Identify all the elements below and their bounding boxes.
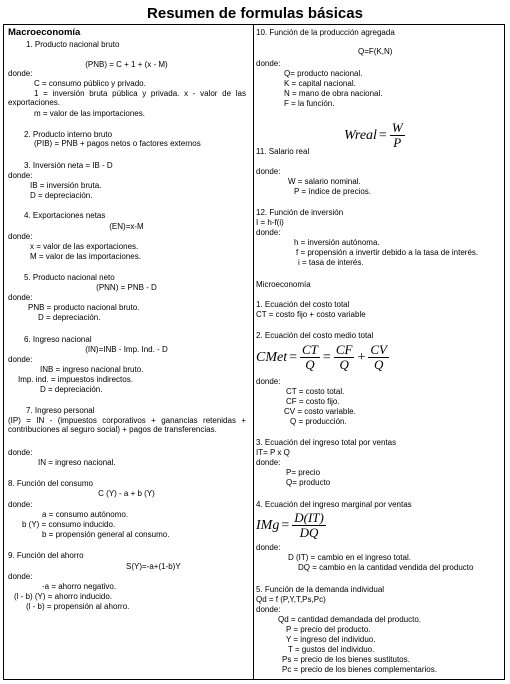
where-label: donde: [256, 59, 281, 68]
exp-var-m: M = valor de las importaciones. [30, 252, 141, 261]
prod-var-k: K = capital nacional. [284, 79, 356, 88]
section-microeconomia: Microeconomía [256, 280, 311, 289]
sal-var-p: P = índice de precios. [294, 187, 372, 196]
ct-formula: CT = costo fijo + costo variable [256, 310, 366, 319]
dem-var-pc: Pc = precio de los bienes complementarios. [282, 665, 437, 674]
ip-var-in: IN = ingreso nacional. [38, 458, 116, 467]
where-label: donde: [256, 458, 281, 467]
pnb-formula: (PNB) = C + 1 + (x - M) [85, 60, 168, 69]
in-formula: (IN)=INB - Imp. Ind. - D [85, 345, 168, 354]
cmet-fraction-total [300, 343, 320, 372]
img-var-dq: DQ = cambio en la cantidad vendida del producto [298, 563, 474, 572]
where-label: donde: [8, 69, 33, 78]
section-macroeconomia: Macroeconomía [8, 27, 81, 38]
prod-heading: 10. Función de la producción agregada [256, 28, 395, 37]
cm-heading: 2. Ecuación del costo medio total [256, 331, 374, 340]
where-label: donde: [8, 293, 33, 302]
pnn-heading: 5. Producto nacional neto [24, 273, 115, 282]
wreal-equation [344, 121, 406, 150]
finv-var-f: f = propensión a invertir debido a la tasa de interés. [296, 248, 479, 257]
prod-var-f: F = la función. [284, 99, 335, 108]
ah-var-propension: (l - b) = propensión al ahorro. [26, 602, 130, 611]
wreal-fraction [390, 121, 405, 150]
cons-var-a: a = consumo autónomo. [42, 510, 129, 519]
pnb-var-c: C = consumo público y privado. [34, 79, 146, 88]
inv-var-d: D = depreciación. [30, 191, 93, 200]
img-var-dit: D (IT) = cambio en el ingreso total. [288, 553, 411, 562]
equals-sign: = [378, 127, 387, 143]
dem-var-ps: Ps = precio de los bienes sustitutos. [282, 655, 410, 664]
it-formula: IT= P x Q [256, 448, 290, 457]
numerator-cf: CF [335, 342, 353, 357]
inv-heading: 3. Inversión neta = IB - D [24, 161, 113, 170]
denominator-q: Q [373, 357, 384, 372]
cons-formula: C (Y) - a + b (Y) [98, 489, 155, 498]
column-divider [253, 25, 254, 679]
dem-var-qd: Qd = cantidad demandada del producto. [278, 615, 421, 624]
pnb-var-1: 1 = inversión bruta pública y privada. x - valor de las exportaciones. [8, 89, 246, 107]
ah-heading: 9. Función del ahorro [8, 551, 84, 560]
where-label: donde: [8, 572, 33, 581]
where-label: donde: [8, 500, 33, 509]
in-heading: 6. Ingreso nacional [24, 335, 92, 344]
cons-var-by: b (Y) = consumo inducido. [22, 520, 116, 529]
cmet-fraction-fixed [334, 343, 355, 372]
pnb-heading: 1. Producto nacional bruto [26, 40, 120, 49]
prod-formula: Q=F(K,N) [358, 47, 393, 56]
finv-formula: I = h-f(i) [256, 218, 284, 227]
in-var-imp: Imp. ind. = impuestos indirectos. [18, 375, 133, 384]
it-heading: 3. Ecuación del ingreso total por ventas [256, 438, 397, 447]
pnb-var-m: m = valor de las importaciones. [34, 109, 145, 118]
denominator-q: Q [339, 357, 349, 372]
where-label: donde: [256, 543, 281, 552]
exp-heading: 4. Exportaciones netas [24, 211, 106, 220]
where-label: donde: [8, 355, 33, 364]
img-numerator: D(IT) [294, 510, 324, 525]
cm-var-ct: CT = costo total. [286, 387, 345, 396]
dem-formula: Qd = f (P,Y,T,Ps,Pc) [256, 595, 326, 604]
document-title: Resumen de formulas básicas [147, 5, 363, 22]
ip-heading: 7. Ingreso personal [26, 406, 95, 415]
where-label: donde: [256, 167, 281, 176]
cm-var-cv: CV = costo variable. [284, 407, 356, 416]
pnn-formula: (PNN) = PNB - D [96, 283, 157, 292]
img-heading: 4. Ecuación del ingreso marginal por ventas [256, 500, 412, 509]
ah-formula: S(Y)=-a+(1-b)Y [126, 562, 181, 571]
sal-heading: 11. Salario real [256, 147, 310, 156]
where-label: donde: [8, 171, 33, 180]
img-lhs: IMg [256, 517, 280, 533]
wreal-numerator: W [391, 120, 403, 135]
img-denominator: DQ [299, 525, 319, 540]
pnn-var-pnb: PNB = producto nacional bruto. [28, 303, 140, 312]
dem-var-t: T = gustos del individuo. [288, 645, 375, 654]
cons-heading: 8. Función del consumo [8, 479, 93, 488]
inv-var-ib: IB = inversión bruta. [30, 181, 102, 190]
dem-var-y: Y = ingreso del individuo. [286, 635, 376, 644]
where-label: donde: [8, 448, 33, 457]
img-equation [256, 511, 327, 540]
ah-var-induced: (l - b) (Y) = ahorro inducido. [14, 592, 113, 601]
it-var-q: Q= producto [286, 478, 331, 487]
cons-var-b: b = propensión general al consumo. [42, 530, 170, 539]
finv-heading: 12. Función de inversión [256, 208, 344, 217]
ah-var-a: -a = ahorro negativo. [42, 582, 117, 591]
finv-var-i: i = tasa de interés. [298, 258, 364, 267]
cmet-equation [256, 343, 390, 372]
dem-var-p: P = precio del producto. [286, 625, 371, 634]
denominator-q: Q [305, 357, 315, 372]
pnn-var-d: D = depreciación. [38, 313, 101, 322]
in-var-inb: INB = ingreso nacional bruto. [40, 365, 144, 374]
wreal-denominator: P [393, 135, 402, 150]
cm-var-cf: CF = costo fijo. [286, 397, 340, 406]
prod-var-q: Q= producto nacional. [284, 69, 363, 78]
equals-sign: = [281, 517, 290, 533]
pib-heading: 2. Producto interno bruto [24, 130, 113, 139]
right-column [256, 25, 502, 679]
cmet-fraction-variable [368, 343, 389, 372]
dem-heading: 5. Función de la demanda individual [256, 585, 385, 594]
numerator-cv: CV [370, 342, 387, 357]
numerator-ct: CT [302, 342, 318, 357]
ip-formula: (IP) = IN - (impuestos corporativos + ganancias retenidas + contribuciones al seguro social) + pagos de transferencias. [8, 416, 246, 434]
where-label: donde: [8, 232, 33, 241]
exp-formula: (EN)=x-M [109, 222, 144, 231]
formula-sheet [3, 24, 505, 680]
prod-var-n: N = mano de obra nacional. [284, 89, 383, 98]
equals-sign: = [322, 349, 331, 365]
sal-var-w: W = salario nominal. [288, 177, 361, 186]
where-label: donde: [256, 228, 281, 237]
wreal-lhs: Wreal [344, 127, 377, 143]
img-fraction [292, 511, 326, 540]
cmet-lhs: CMet [256, 349, 288, 365]
pib-formula: (PIB) = PNB + pagos netos o factores externos [34, 139, 201, 148]
where-label: donde: [256, 377, 281, 386]
finv-var-h: h = inversión autónoma. [294, 238, 380, 247]
it-var-p: P= precio [286, 468, 321, 477]
where-label: donde: [256, 605, 281, 614]
in-var-d: D = depreciación. [40, 385, 103, 394]
exp-var-x: x = valor de las exportaciones. [30, 242, 139, 251]
equals-sign: = [289, 349, 298, 365]
plus-sign: + [357, 349, 366, 365]
ct-heading: 1. Ecuación del costo total [256, 300, 350, 309]
cm-var-q: Q = producción. [290, 417, 347, 426]
